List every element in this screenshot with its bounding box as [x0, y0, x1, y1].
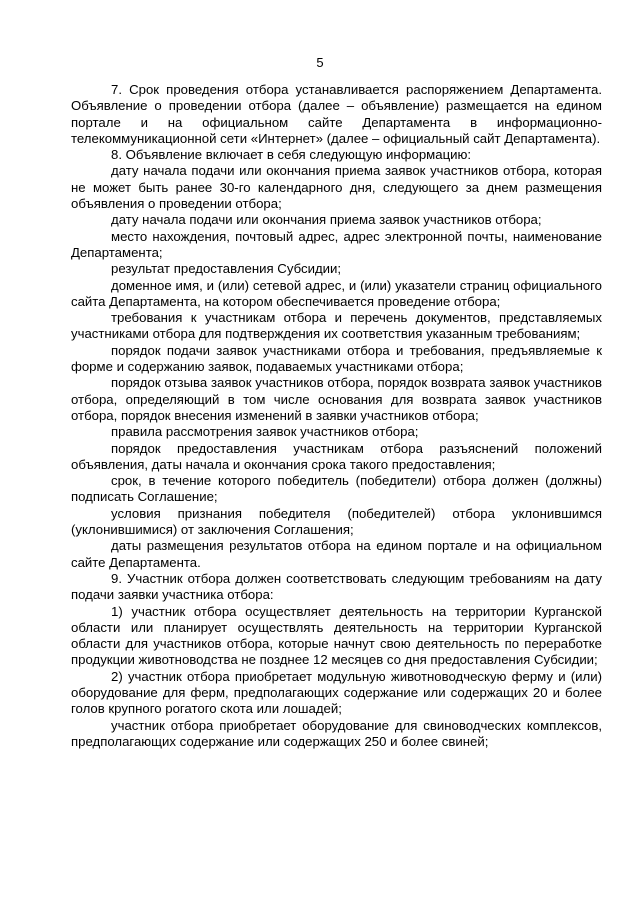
list-item: порядок отзыва заявок участников отбора, порядок возврата заявок участников отбора, определяющий в том числе основания для возврата заявок участников отбора, порядок внесения изменений в заявки участников отбора; — [71, 375, 602, 423]
requirement-item: участник отбора приобретает оборудование для свиноводческих комплексов, предполагающих содержание или содержащих 250 и более свиней; — [71, 717, 602, 749]
list-item: результат предоставления Субсидии; — [111, 261, 342, 277]
page-number: 5 — [316, 55, 324, 70]
list-item: дату начала подачи или окончания приема заявок участников отбора, которая не может быть ранее 30-го календарного дня, следующего за днем размещения объявления о проведении отбора; — [71, 163, 602, 212]
list-item: место нахождения, почтовый адрес, адрес электронной почты, наименование Департамента; — [71, 228, 602, 260]
list-item: условия признания победителя (победителей) отбора уклонившимся (уклонившимися) от заключения Соглашения; — [71, 505, 602, 538]
paragraph-9-participant-requirements: 9. Участник отбора должен соответствовать следующим требованиям на дату подачи заявки участника отбора: — [71, 570, 602, 603]
list-item: даты размещения результатов отбора на едином портале и на официальном сайте Департамента. — [71, 538, 602, 570]
list-item: порядок подачи заявок участниками отбора и требования, предъявляемые к форме и содержанию заявок, подаваемых участниками отбора; — [71, 342, 602, 375]
document-body — [71, 82, 602, 750]
list-item: срок, в течение которого победитель (победители) отбора должен (должны) подписать Соглашение; — [71, 473, 602, 505]
paragraph-7-selection-period: 7. Срок проведения отбора устанавливается распоряжением Департамента. Объявление о проведении отбора (далее – объявление) размещается на едином портале и на официальном сайте Департамента в информационно-телекоммуникационной сети «Интернет» (далее – официальный сайт Департамента). — [71, 82, 602, 146]
list-item: требования к участникам отбора и перечень документов, представляемых участниками отбора для подтверждения их соответствия указанным требованиям; — [71, 310, 602, 342]
list-item: дату начала подачи или окончания приема заявок участников отбора; — [111, 212, 542, 228]
paragraph-8-announcement-contents: 8. Объявление включает в себя следующую информацию: — [111, 147, 472, 163]
list-item: доменное имя, и (или) сетевой адрес, и (или) указатели страниц официального сайта Департамента, на котором обеспечивается проведение отбора; — [71, 277, 602, 309]
requirement-item: 2) участник отбора приобретает модульную животноводческую ферму и (или) оборудование для ферм, предполагающих содержание или содержащих 20 и более голов крупного рогатого скота или лошадей; — [71, 668, 602, 717]
list-item: порядок предоставления участникам отбора разъяснений положений объявления, даты начала и окончания срока такого предоставления; — [71, 440, 602, 472]
requirement-item: 1) участник отбора осуществляет деятельность на территории Курганской области или планирует осуществлять деятельность на территории Курганской области для участников отбора, которые начнут свою деятельность по переработке продукции животноводства не позднее 12 месяцев со дня предоставления Субсидии; — [71, 603, 602, 668]
list-item: правила рассмотрения заявок участников отбора; — [111, 424, 419, 440]
